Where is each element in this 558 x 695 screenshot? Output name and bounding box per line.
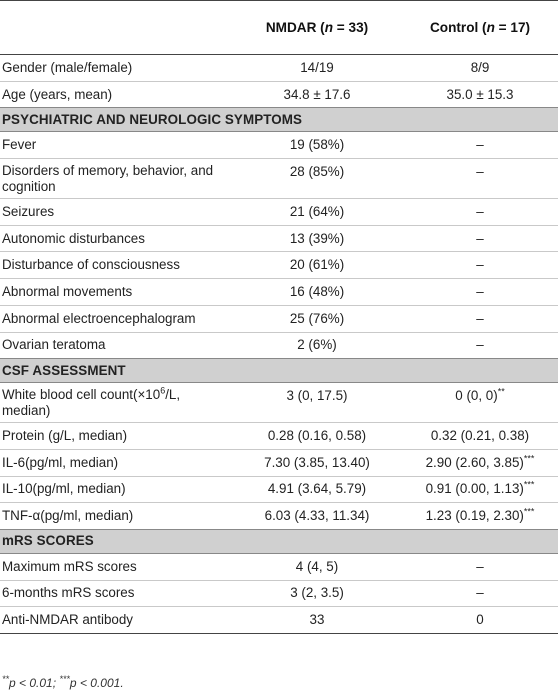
table-row [0, 252, 558, 279]
table-row [0, 159, 558, 199]
nmdar-value: 4.91 (3.64, 5.79) [267, 481, 367, 497]
row-label: IL-10(pg/ml, median) [2, 481, 126, 497]
row-label: Fever [2, 137, 37, 153]
control-value: – [476, 257, 484, 273]
row-label: Gender (male/female) [2, 59, 133, 75]
row-label: TNF-α(pg/ml, median) [2, 508, 134, 524]
table-row [0, 225, 558, 252]
table-row [0, 423, 558, 450]
nmdar-value: 3 (0, 17.5) [286, 388, 348, 404]
row-label: White blood cell $count(\times 10^6/L$, median) [2, 385, 181, 418]
nmdar-value: 4 (4, 5) [295, 558, 339, 574]
row-label: Protein (g/L, median) [2, 428, 128, 444]
control-value: 1.23 (0.19, 2.30)*** [425, 506, 535, 524]
header-row [0, 1, 558, 55]
table-row [0, 553, 558, 580]
table-row [0, 199, 558, 226]
nmdar-value: 20 (61%) [289, 257, 345, 273]
table-row [0, 503, 558, 530]
table-row [0, 476, 558, 503]
row-label: 6-months mRS scores [2, 585, 135, 601]
control-value: – [476, 310, 484, 326]
control-value: – [476, 203, 484, 219]
nmdar-value: 21 (64%) [289, 203, 345, 219]
nmdar-value: 34.8 ± 17.6 [283, 86, 351, 102]
row-label: Autonomic disturbances [2, 230, 145, 246]
table-row [0, 305, 558, 332]
section-header-psych [0, 108, 558, 132]
table-row [0, 383, 558, 423]
control-value: 0 [476, 612, 484, 628]
nmdar-value: 3 (2, 3.5) [290, 585, 344, 601]
control-value: – [476, 137, 484, 153]
nmdar-value: 6.03 (4.33, 11.34) [264, 508, 370, 524]
section-title: CSF ASSESSMENT [0, 359, 558, 383]
section-header-csf [0, 359, 558, 383]
table-footnote: **p < 0.01; ***p < 0.001. [2, 674, 124, 690]
row-label: Age (years, mean) [2, 86, 113, 102]
nmdar-value: 28 (85%) [289, 164, 345, 180]
row-label: IL-6(pg/ml, median) [2, 454, 119, 470]
control-value: – [476, 558, 484, 574]
nmdar-value: 25 (76%) [289, 310, 345, 326]
row-label: Seizures [2, 203, 55, 219]
section-title: PSYCHIATRIC AND NEUROLOGIC SYMPTOMS [0, 108, 558, 132]
table-row [0, 332, 558, 359]
control-value: – [476, 230, 484, 246]
table-row [0, 580, 558, 607]
table-row [0, 449, 558, 476]
nmdar-value: 33 [309, 612, 325, 628]
table-row [0, 81, 558, 108]
row-label: Ovarian teratoma [2, 337, 106, 353]
nmdar-value: 7.30 (3.85, 13.40) [264, 454, 370, 470]
control-value: – [476, 337, 484, 353]
header-nmdar: NMDAR (n = 33) [265, 19, 369, 35]
header-blank [0, 1, 232, 55]
control-value: 8/9 [470, 59, 490, 75]
control-value: – [476, 164, 484, 180]
control-value: – [476, 283, 484, 299]
table-row [0, 279, 558, 306]
control-value: 2.90 (2.60, 3.85)*** [425, 453, 535, 470]
nmdar-value: 19 (58%) [289, 137, 345, 153]
table-row [0, 55, 558, 82]
row-label: Abnormal movements [2, 283, 133, 299]
control-value: 0.91 (0.00, 1.13)*** [425, 479, 535, 497]
row-label: Abnormal electroencephalogram [2, 310, 196, 326]
row-label: Disturbance of consciousness [2, 257, 180, 273]
row-label: Disorders of memory, behavior, and cognition [2, 162, 214, 194]
row-label: Anti-NMDAR antibody [2, 612, 133, 628]
control-value: – [476, 585, 484, 601]
control-value: 0 (0, 0)** [455, 386, 505, 404]
nmdar-value: 16 (48%) [289, 283, 345, 299]
table-row [0, 607, 558, 634]
nmdar-value: 0.28 (0.16, 0.58) [267, 428, 367, 444]
header-control: Control (n = 17) [429, 19, 531, 35]
section-header-mrs [0, 529, 558, 553]
control-value: 35.0 ± 15.3 [446, 86, 514, 102]
nmdar-value: 13 (39%) [289, 230, 345, 246]
nmdar-value: 2 (6%) [297, 337, 337, 353]
row-label: Maximum mRS scores [2, 558, 137, 574]
section-title: mRS SCORES [0, 529, 558, 553]
table-row [0, 132, 558, 159]
nmdar-value: 14/19 [300, 59, 334, 75]
control-value: 0.32 (0.21, 0.38) [430, 428, 530, 444]
